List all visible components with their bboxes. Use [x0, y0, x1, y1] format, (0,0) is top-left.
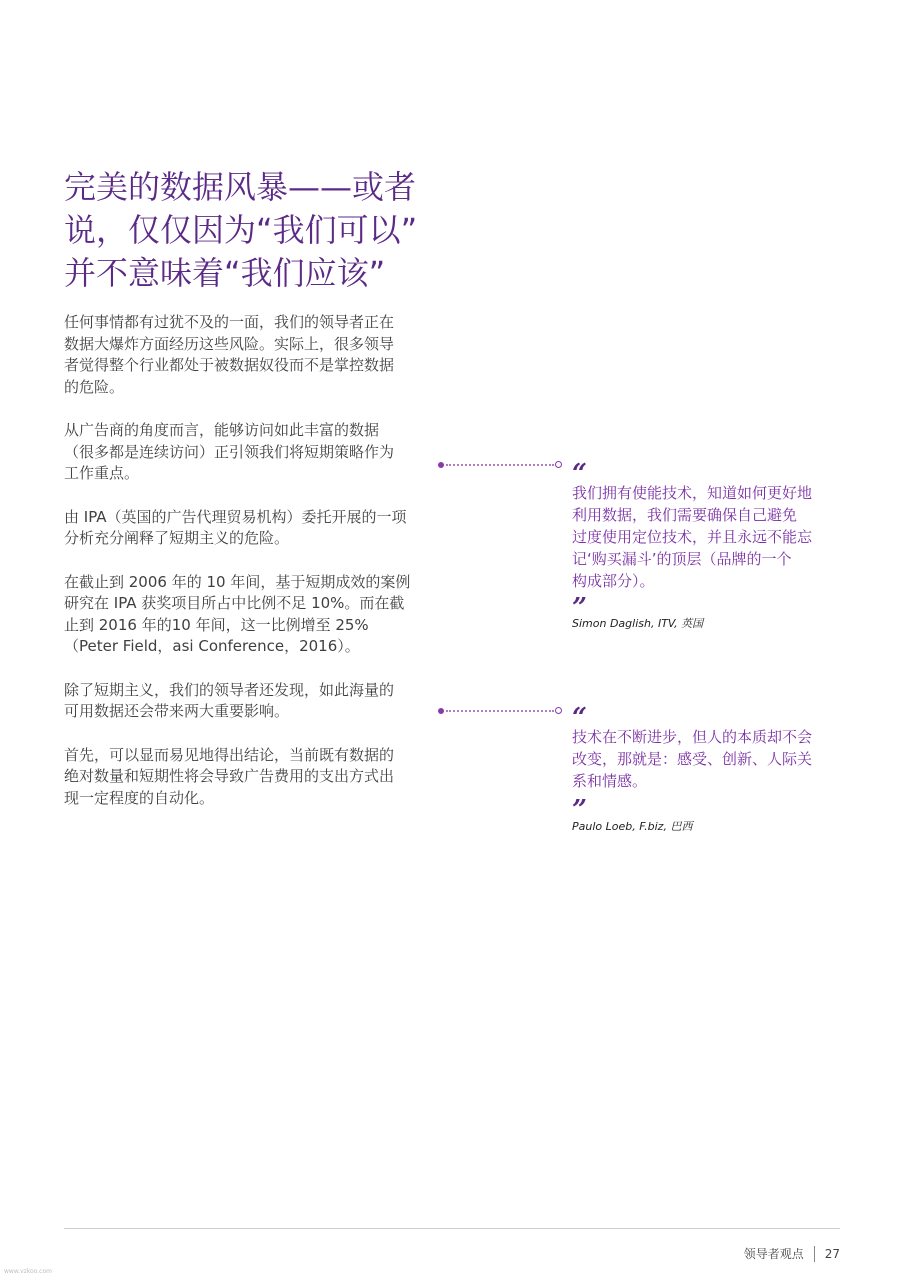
- quote-line: 系和情感。: [572, 772, 648, 790]
- close-quote-icon: ”: [572, 795, 584, 825]
- quote-line: 构成部分）。: [572, 572, 655, 590]
- connector-dotted-line: [446, 710, 554, 712]
- body-line: 止到 2016 年的10 年间，这一比例增至 25%: [64, 615, 369, 634]
- pull-quote: [572, 726, 842, 792]
- quote-line: 利用数据，我们需要确保自己避免: [572, 506, 798, 524]
- body-column: [64, 312, 444, 831]
- quote-line: 记‘购买漏斗’的顶层（品牌的一个: [572, 550, 792, 568]
- body-line: 可用数据还会带来两大重要影响。: [64, 702, 290, 720]
- quote-connector: [438, 706, 564, 716]
- title-line: 说，仅仅因为“我们可以”: [64, 211, 418, 249]
- body-line: 现一定程度的自动化。: [64, 788, 215, 807]
- body-paragraph: [64, 312, 444, 398]
- open-quote-icon: “: [572, 703, 584, 733]
- body-line: 除了短期主义，我们的领导者还发现，如此海量的: [64, 680, 395, 699]
- body-line: 从广告商的角度而言，能够访问如此丰富的数据: [64, 421, 380, 439]
- connector-dotted-line: [446, 464, 554, 466]
- body-line: 的危险。: [64, 377, 125, 396]
- body-line: （Peter Field，asi Conference，2016）。: [64, 637, 360, 655]
- body-line: 在截止到 2006 年的 10 年间，基于短期成效的案例: [64, 572, 411, 591]
- close-quote-icon: ”: [572, 593, 584, 623]
- quote-line: 过度使用定位技术，并且永远不能忘: [572, 528, 813, 546]
- body-paragraph: [64, 420, 444, 485]
- title-line: 完美的数据风暴——或者: [64, 168, 417, 206]
- connector-dot: [438, 462, 444, 468]
- quote-connector: [438, 460, 564, 470]
- body-line: 任何事情都有过犹不及的一面，我们的领导者正在: [64, 313, 395, 331]
- title-line: 并不意味着“我们应该”: [64, 254, 386, 292]
- footer-divider: [64, 1228, 840, 1229]
- connector-ring: [555, 707, 562, 714]
- body-paragraph: [64, 745, 444, 810]
- body-line: 者觉得整个行业都处于被数据奴役而不是掌控数据: [64, 356, 395, 374]
- page-footer: [744, 1245, 840, 1262]
- body-paragraph: [64, 507, 444, 550]
- footer-section-label: 领导者观点: [743, 1247, 804, 1261]
- quote-line: 技术在不断进步，但人的本质却不会: [572, 728, 813, 746]
- quote-attribution: Simon Daglish, ITV, 英国: [572, 617, 704, 630]
- open-quote-icon: “: [572, 459, 584, 489]
- body-paragraph: [64, 572, 444, 658]
- pull-quote: [572, 482, 842, 592]
- body-line: 由 IPA（英国的广告代理贸易机构）委托开展的一项: [64, 507, 407, 526]
- page-number: 27: [824, 1246, 840, 1261]
- quote-attribution: Paulo Loeb, F.biz, 巴西: [572, 820, 693, 833]
- connector-ring: [555, 461, 562, 468]
- body-line: 工作重点。: [64, 464, 140, 482]
- quote-line: 改变，那就是：感受、创新、人际关: [572, 750, 813, 768]
- quote-line: 我们拥有使能技术，知道如何更好地: [572, 484, 813, 502]
- body-line: 研究在 IPA 获奖项目所占中比例不足 10%。而在截: [64, 594, 405, 612]
- body-line: 首先，可以显而易见地得出结论，当前既有数据的: [64, 745, 395, 764]
- body-paragraph: [64, 680, 444, 723]
- footer-separator: [814, 1246, 815, 1262]
- watermark: www.vzkoo.com: [4, 1268, 52, 1275]
- body-line: 绝对数量和短期性将会导致广告费用的支出方式出: [64, 767, 395, 785]
- body-line: （很多都是连续访问）正引领我们将短期策略作为: [64, 442, 395, 461]
- connector-dot: [438, 708, 444, 714]
- body-line: 数据大爆炸方面经历这些风险。实际上，很多领导: [64, 334, 395, 353]
- page-title: [64, 166, 444, 295]
- body-line: 分析充分阐释了短期主义的危险。: [64, 529, 290, 547]
